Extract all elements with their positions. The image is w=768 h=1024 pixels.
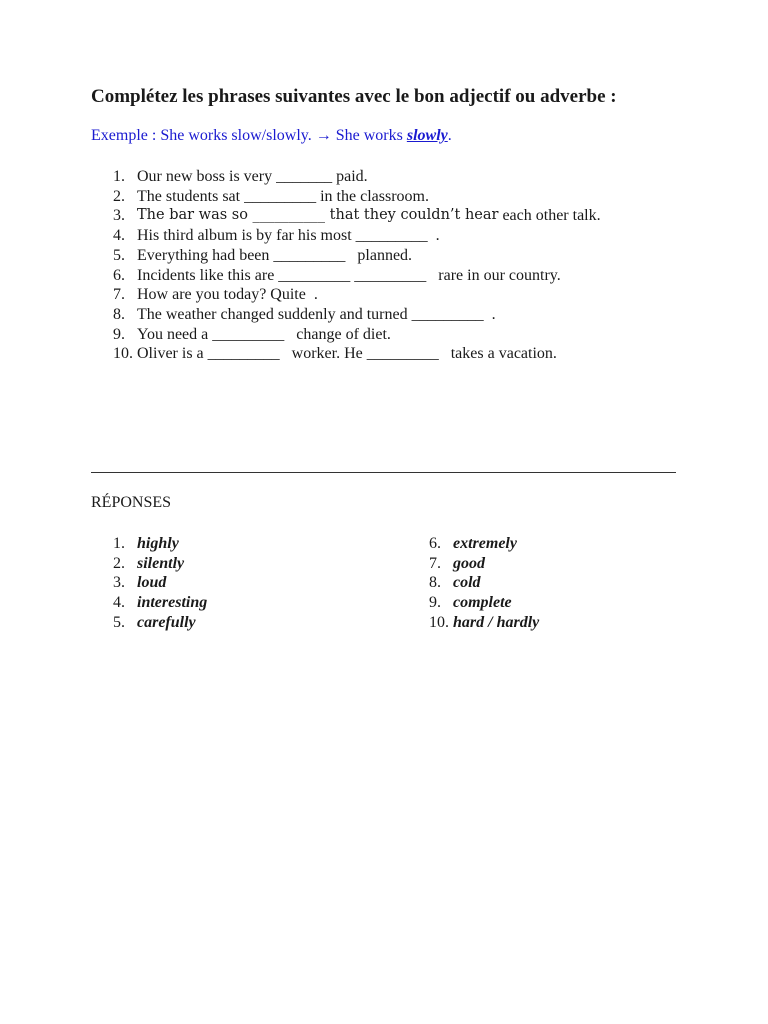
answer-item <box>113 534 207 554</box>
exercise-item <box>113 325 601 345</box>
answer-item <box>113 613 207 633</box>
exercise-number: 3. <box>113 207 125 225</box>
answers-heading: RÉPONSES <box>91 494 172 511</box>
answers-column-right <box>429 534 539 633</box>
answer-item <box>429 613 539 633</box>
answer-item <box>429 593 539 613</box>
exercise-number: 9. <box>113 325 125 343</box>
answer-number: 2. <box>113 554 125 572</box>
example-suffix: . <box>447 127 452 144</box>
answer-text: highly <box>137 535 179 552</box>
answer-number: 1. <box>113 535 125 552</box>
answer-number: 10. <box>429 613 449 631</box>
exercise-text: The weather changed suddenly and turned _________ . <box>137 305 496 323</box>
answer-item <box>429 573 539 593</box>
answer-number: 6. <box>429 535 441 552</box>
example-prefix: Exemple : She works slow/slowly. → She works <box>91 127 407 144</box>
exercise-text: His third album is by far his most _________ . <box>137 227 440 245</box>
exercise-text: The bar was so __________ that they couldn’t hear <box>137 207 499 224</box>
exercise-number: 1. <box>113 168 125 185</box>
exercise-text: Incidents like this are _________ _________ rare in our country. <box>137 266 561 284</box>
answer-text: interesting <box>137 594 208 612</box>
answers-column-left <box>113 534 207 633</box>
exercise-text: The students sat _________ in the classroom. <box>137 187 429 205</box>
example-answer: slowly <box>406 127 448 144</box>
answer-number: 4. <box>113 594 125 612</box>
exercise-item <box>113 344 601 364</box>
exercise-number: 2. <box>113 187 125 205</box>
example-line <box>91 127 452 145</box>
answer-number: 9. <box>429 594 441 612</box>
exercise-text: You need a _________ change of diet. <box>137 325 391 343</box>
answer-text: hard / hardly <box>453 613 540 631</box>
answer-text: silently <box>137 554 185 572</box>
exercise-text: Our new boss is very _______ paid. <box>137 168 368 185</box>
exercise-number: 7. <box>113 286 125 304</box>
exercise-number: 6. <box>113 266 125 284</box>
answer-item <box>429 554 539 574</box>
exercise-item <box>113 285 601 305</box>
exercise-item <box>113 305 601 325</box>
answer-number: 5. <box>113 613 125 631</box>
answer-text: loud <box>137 574 167 592</box>
answer-text: good <box>453 554 485 572</box>
answer-text: carefully <box>137 613 196 631</box>
exercise-item <box>113 206 601 226</box>
exercise-number: 5. <box>113 246 125 264</box>
exercise-text-tail: each other talk. <box>498 207 601 225</box>
answer-text: extremely <box>453 535 517 552</box>
answer-number: 7. <box>429 554 441 572</box>
answer-text: cold <box>453 574 481 592</box>
answer-item <box>113 573 207 593</box>
exercise-text: Oliver is a _________ worker. He _________ takes a vacation. <box>137 345 557 363</box>
exercise-text: Everything had been _________ planned. <box>137 246 413 264</box>
exercise-item <box>113 226 601 246</box>
page-title: Complétez les phrases suivantes avec le bon adjectif ou adverbe : <box>91 86 617 107</box>
exercise-number: 4. <box>113 227 125 245</box>
answer-number: 3. <box>113 574 125 592</box>
exercise-item <box>113 187 601 207</box>
exercise-list <box>113 167 601 364</box>
exercise-text: How are you today? Quite . <box>137 286 318 304</box>
answer-item <box>429 534 539 554</box>
exercise-number: 8. <box>113 305 125 323</box>
exercise-item <box>113 246 601 266</box>
exercise-number: 10. <box>113 345 133 363</box>
exercise-item <box>113 266 601 286</box>
section-divider <box>91 472 676 473</box>
exercise-item <box>113 167 601 187</box>
answer-number: 8. <box>429 574 441 592</box>
answer-item <box>113 554 207 574</box>
answer-item <box>113 593 207 613</box>
answer-text: complete <box>453 594 512 612</box>
